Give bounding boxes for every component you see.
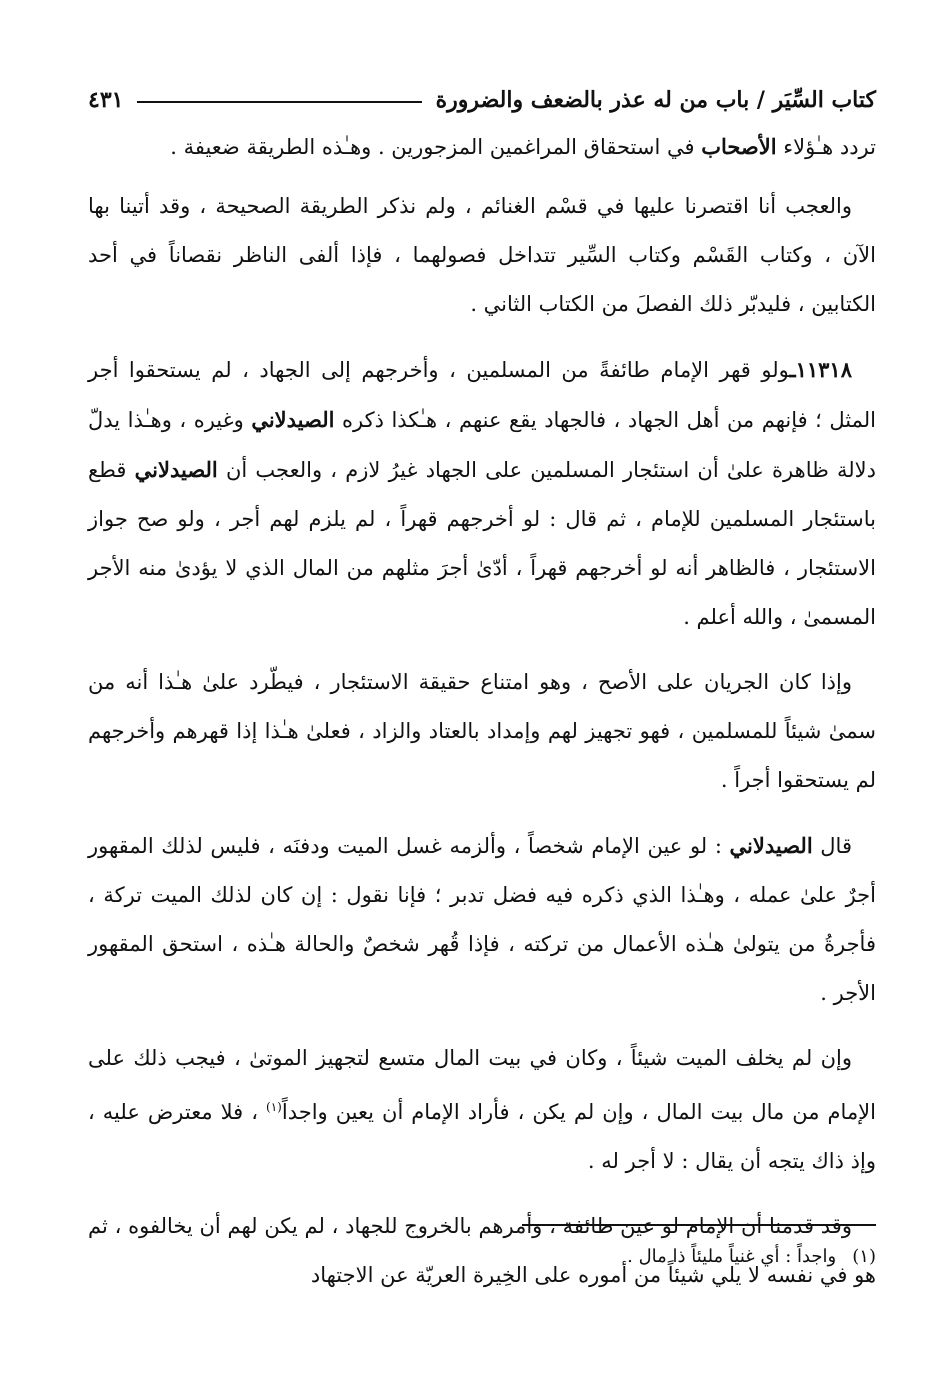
footnote-reference: (١) xyxy=(266,1100,282,1114)
text-segment: وقد قدمنا أن الإمام لو عين طائفة ، وأمرهم بالخروج للجهاد ، لم يكن لهم أن يخالفوه ، ثم هو في نفسه لا يلي شيئاً من أموره على الخِيرة العريّة عن الاجتهاد xyxy=(88,1214,876,1287)
running-header xyxy=(88,82,876,118)
text-segment: وغيره ، وهـٰذا يدلّ دلالة ظاهرة علىٰ أن استئجار المسلمين على الجهاد غيرُ لازم ، والعجب أن xyxy=(88,408,876,482)
body-text xyxy=(88,122,876,1300)
paragraph xyxy=(88,345,876,642)
text-segment: في استحقاق المراغمين المزجورين . وهـٰذه الطريقة ضعيفة . xyxy=(170,135,702,159)
paragraph xyxy=(88,122,876,172)
chapter-title: كتاب السِّيَر / باب من له عذر بالضعف والضرورة xyxy=(435,87,876,113)
paragraph xyxy=(88,658,876,805)
issue-number: ١١٣١٨ـ xyxy=(789,357,852,382)
header-rule xyxy=(137,101,421,103)
text-segment: وإن لم يخلف الميت شيئاً ، وكان في بيت المال متسع لتجهيز الموتىٰ ، فيجب ذلك على الإمام من مال بيت المال ، وإن لم يكن ، فأراد الإمام أن يعين واجداً xyxy=(88,1046,876,1124)
book-page xyxy=(88,82,876,1372)
bold-name: الصيدلاني xyxy=(729,833,813,858)
paragraph xyxy=(88,182,876,329)
text-segment: قطع باستئجار المسلمين للإمام ، ثم قال : لو أخرجهم قهراً ، لم يلزم لهم أجر ، ولو صح جواز الاستئجار ، فالظاهر أنه لو أخرجهم قهراً ، أدّىٰ أجرَ مثلهم من المال الذي لا يؤدىٰ منه الأجر المسمىٰ ، والله أعلم . xyxy=(88,458,876,629)
text-segment: ولو قهر الإمام طائفةً من المسلمين ، وأخرجهم إلى الجهاد ، لم يستحقوا أجر المثل ؛ فإنهم من أهل الجهاد ، فالجهاد يقع عنهم ، هـٰكذا ذكره xyxy=(88,358,876,432)
text-segment: ، فلا معترض عليه ، وإذ ذاك يتجه أن يقال : لا أجر له . xyxy=(88,1100,876,1173)
text-segment: وإذا كان الجريان على الأصح ، وهو امتناع حقيقة الاستئجار ، فيطّرد علىٰ هـٰذا أنه من سمىٰ شيئاً للمسلمين ، فهو تجهيز لهم وإمداد بالعتاد والزاد ، فعلىٰ هـٰذا إذا قهرهم وأخرجهم لم يستحقوا أجراً . xyxy=(88,670,876,792)
footnote-divider xyxy=(522,1224,876,1226)
text-segment: تردد هـٰؤلاء xyxy=(776,135,876,159)
paragraph xyxy=(88,1034,876,1186)
footnote-marker: (١) xyxy=(852,1246,876,1267)
text-segment: : لو عين الإمام شخصاً ، وألزمه غسل الميت ودفنَه ، فليس لذلك المقهور أجرٌ علىٰ عمله ، وهـٰذا الذي ذكره فيه فضل تدبر ؛ فإنا نقول : إن كان لذلك الميت تركة ، فأجرةُ من يتولىٰ هـٰذه الأعمال من تركته ، فإذا قُهر شخصٌ والحالة هـٰذه ، استحق المقهور الأجر . xyxy=(88,834,876,1005)
footnote-text: واجداً : أي غنياً مليئاً ذا مال . xyxy=(627,1246,837,1267)
text-segment: قال xyxy=(812,834,852,858)
text-segment: والعجب أنا اقتصرنا عليها في قسْم الغنائم ، ولم نذكر الطريقة الصحيحة ، وقد أتينا بها الآن ، وكتاب القَسْم وكتاب السِّير تتداخل فصولهما ، فإذا ألفى الناظر نقصاناً في أحد الكتابين ، فليدبّر ذلك الفصلَ من الكتاب الثاني . xyxy=(88,194,876,316)
footnote xyxy=(627,1240,876,1274)
bold-name: الأصحاب xyxy=(701,134,777,159)
footnotes xyxy=(627,1240,876,1274)
bold-name: الصيدلاني xyxy=(251,407,335,432)
paragraph xyxy=(88,821,876,1018)
page-number: ٤٣١ xyxy=(88,87,124,113)
bold-name: الصيدلاني xyxy=(134,457,218,482)
